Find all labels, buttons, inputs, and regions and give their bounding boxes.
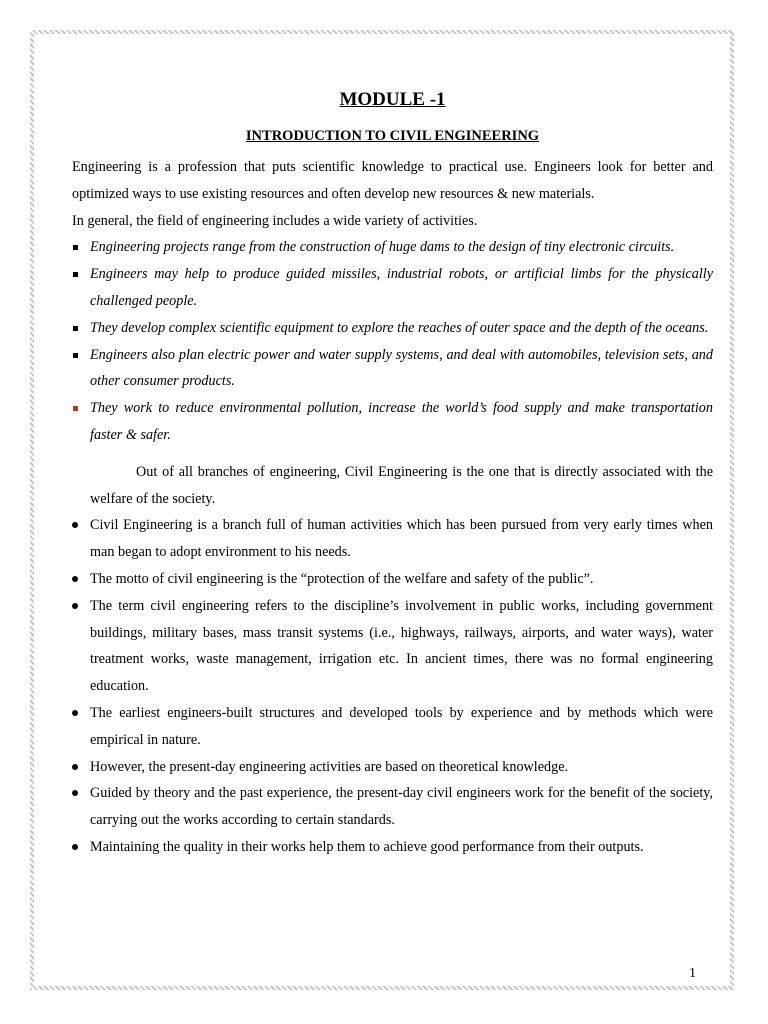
page-number: 1	[689, 966, 696, 981]
square-bullet-icon	[73, 406, 78, 411]
section-title: INTRODUCTION TO CIVIL ENGINEERING	[245, 128, 540, 144]
activity-item	[72, 342, 713, 396]
square-bullet-icon	[73, 245, 78, 250]
civil-point-item	[72, 566, 713, 593]
round-bullet-icon	[72, 603, 78, 609]
civil-point-text: Civil Engineering is a branch full of human activities which has been pursued from very early times when man began to adopt environment to his needs.	[90, 517, 713, 561]
civil-point-item	[72, 834, 713, 861]
civil-points-list	[72, 512, 713, 860]
activity-text: Engineers also plan electric power and water supply systems, and deal with automobiles, television sets, and other consumer products.	[90, 346, 713, 390]
activity-text: They develop complex scientific equipment to explore the reaches of outer space and the depth of the oceans.	[90, 319, 709, 336]
square-bullet-icon	[73, 326, 78, 331]
civil-point-text: Guided by theory and the past experience, the present-day civil engineers work for the benefit of the society, carrying out the works according to certain standards.	[90, 785, 713, 829]
round-bullet-icon	[72, 710, 78, 716]
round-bullet-icon	[72, 790, 78, 796]
activity-item	[72, 234, 713, 261]
round-bullet-icon	[72, 576, 78, 582]
activity-text: They work to reduce environmental pollution, increase the world’s food supply and make transportation faster & safer.	[90, 400, 713, 443]
civil-point-item	[72, 700, 713, 754]
round-bullet-icon	[72, 844, 78, 850]
activity-text: Engineering projects range from the construction of huge dams to the design of tiny electronic circuits.	[90, 239, 675, 256]
civil-point-text: The term civil engineering refers to the discipline’s involvement in public works, including government buildings, military bases, mass transit systems (i.e., highways, railways, airports, and water ways), water treatment works, waste management, irrigation etc. In ancient times, there was no formal engineering education.	[90, 597, 713, 695]
round-bullet-icon	[72, 764, 78, 770]
civil-point-text: The motto of civil engineering is the “protection of the welfare and safety of the public”.	[90, 570, 594, 587]
civil-paragraph: Out of all branches of engineering, Civil Engineering is the one that is directly associated with the welfare of the society.	[90, 463, 713, 507]
civil-point-item	[72, 780, 713, 834]
round-bullet-icon	[72, 522, 78, 528]
activity-text: Engineers may help to produce guided missiles, industrial robots, or artificial limbs for the physically challenged people.	[90, 266, 713, 309]
activity-item	[72, 261, 713, 315]
civil-point-text: Maintaining the quality in their works help them to achieve good performance from their outputs.	[90, 838, 644, 855]
intro-paragraph: Engineering is a profession that puts scientific knowledge to practical use. Engineers look for better and optimized ways to use existing resources and often develop new resources & new materials.	[72, 159, 713, 202]
general-line: In general, the field of engineering includes a wide variety of activities.	[72, 212, 478, 229]
civil-point-item	[72, 754, 713, 781]
square-bullet-icon	[73, 353, 78, 358]
activity-item	[72, 395, 713, 449]
module-title: MODULE -1	[339, 89, 446, 110]
page-content	[72, 86, 713, 861]
civil-point-item	[72, 512, 713, 566]
civil-point-text: However, the present-day engineering activities are based on theoretical knowledge.	[90, 758, 569, 775]
civil-point-item	[72, 593, 713, 700]
square-bullet-icon	[73, 272, 78, 277]
activity-item	[72, 315, 713, 342]
activities-list	[72, 234, 713, 448]
civil-point-text: The earliest engineers-built structures and developed tools by experience and by methods which were empirical in nature.	[90, 704, 713, 748]
